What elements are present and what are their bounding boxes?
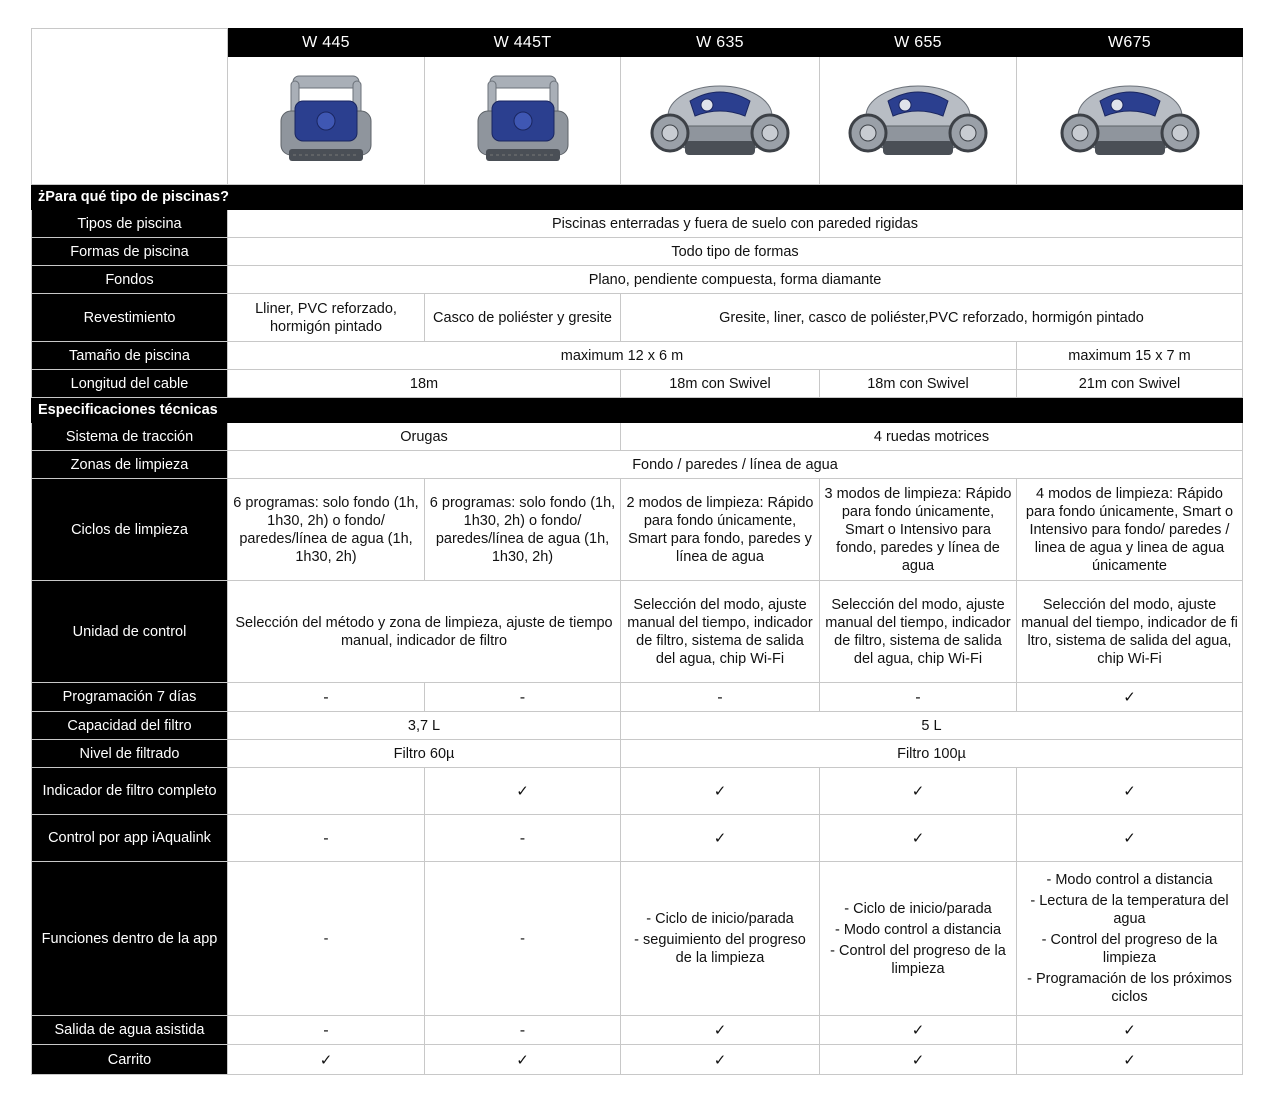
corner-cell (32, 29, 228, 185)
row-value: 3,7 L (228, 712, 621, 740)
table-row (32, 294, 1243, 342)
row-value: 18m con Swivel (621, 370, 820, 398)
feature-list (820, 862, 1017, 1016)
product-image-cell (621, 57, 820, 185)
model-name: W675 (1017, 29, 1243, 57)
table-row (32, 238, 1243, 266)
row-value: Filtro 60µ (228, 740, 621, 768)
table-row (32, 1016, 1243, 1045)
row-value: - (820, 683, 1017, 712)
table-row (32, 581, 1243, 683)
list-item: - seguimiento del progreso de la limpieza (634, 932, 806, 966)
row-value: Lliner, PVC reforzado, hormigón pintado (228, 294, 425, 342)
table-row (32, 479, 1243, 581)
wheeled-robot-image (843, 71, 993, 171)
row-value: Gresite, liner, casco de poliéster,PVC reforzado, hormigón pintado (621, 294, 1243, 342)
row-value: ✓ (1017, 1016, 1243, 1045)
row-value: ✓ (425, 768, 621, 815)
table-row (32, 423, 1243, 451)
model-name: W 655 (820, 29, 1017, 57)
row-label: Sistema de tracción (32, 423, 228, 451)
row-value: maximum 15 x 7 m (1017, 342, 1243, 370)
row-label: Fondos (32, 266, 228, 294)
row-value: 18m con Swivel (820, 370, 1017, 398)
row-label: Longitud del cable (32, 370, 228, 398)
row-value: 6 programas: solo fondo (1h, 1h30, 2h) o fondo/ paredes/línea de agua (1h, 1h30, 2h) (228, 479, 425, 581)
row-label: Programación 7 días (32, 683, 228, 712)
feature-list (621, 862, 820, 1016)
list-item: - Modo control a distancia (834, 921, 1002, 938)
table-row (32, 862, 1243, 1016)
row-value: ✓ (621, 815, 820, 862)
row-value: ✓ (425, 1045, 621, 1075)
row-value: - (425, 1016, 621, 1045)
product-image-cell (1017, 57, 1243, 185)
list-item: - Ciclo de inicio/parada (844, 900, 992, 917)
row-value: ✓ (1017, 768, 1243, 815)
row-label: Capacidad del filtro (32, 712, 228, 740)
row-value: - (425, 815, 621, 862)
row-value: Selección del método y zona de limpieza, ajuste de tiempo manual, indicador de filtro (228, 581, 621, 683)
row-label: Unidad de control (32, 581, 228, 683)
row-value: ✓ (1017, 815, 1243, 862)
row-value: - (228, 862, 425, 1016)
row-label: Control por app iAqualink (32, 815, 228, 862)
row-value: ✓ (621, 768, 820, 815)
row-label: Indicador de filtro completo (32, 768, 228, 815)
row-value: maximum 12 x 6 m (228, 342, 1017, 370)
list-item: - Lectura de la temperatura del agua (1030, 893, 1229, 927)
row-value: Todo tipo de formas (228, 238, 1243, 266)
list-item: - Programación de los próximos ciclos (1027, 971, 1232, 1005)
table-row (32, 451, 1243, 479)
model-name: W 635 (621, 29, 820, 57)
section-header (32, 398, 1243, 423)
row-value: Selección del modo, ajuste manual del tiempo, indicador de filtro, sistema de salida del agua, chip Wi-Fi (621, 581, 820, 683)
table-row (32, 740, 1243, 768)
section-header (32, 185, 1243, 210)
product-image-cell (820, 57, 1017, 185)
table-row (32, 712, 1243, 740)
row-value: Plano, pendiente compuesta, forma diamante (228, 266, 1243, 294)
row-value: 4 ruedas motrices (621, 423, 1243, 451)
section-title: Especificaciones técnicas (32, 398, 1243, 423)
table-row (32, 815, 1243, 862)
row-value: ✓ (621, 1016, 820, 1045)
model-header-row (32, 29, 1243, 57)
row-label: Funciones dentro de la app (32, 862, 228, 1016)
product-image-cell (425, 57, 621, 185)
list-item: - Ciclo de inicio/parada (646, 911, 794, 927)
table-row (32, 1045, 1243, 1075)
row-value: 6 programas: solo fondo (1h, 1h30, 2h) o fondo/ paredes/línea de agua (1h, 1h30, 2h) (425, 479, 621, 581)
row-value: Orugas (228, 423, 621, 451)
row-value: - (228, 683, 425, 712)
model-name: W 445 (228, 29, 425, 57)
row-value: - (425, 862, 621, 1016)
row-label: Carrito (32, 1045, 228, 1075)
row-label: Formas de piscina (32, 238, 228, 266)
list-item: - Modo control a distancia (1046, 872, 1213, 888)
row-value: Selección del modo, ajuste manual del tiempo, indicador de fi ltro, sistema de salida del agua, chip Wi-Fi (1017, 581, 1243, 683)
table-row (32, 768, 1243, 815)
row-label: Nivel de filtrado (32, 740, 228, 768)
table-row (32, 266, 1243, 294)
table-row (32, 370, 1243, 398)
row-value: Selección del modo, ajuste manual del tiempo, indicador de filtro, sistema de salida del agua, chip Wi-Fi (820, 581, 1017, 683)
list-item: - Control del progreso de la limpieza (1041, 932, 1218, 966)
row-value: Casco de poliéster y gresite (425, 294, 621, 342)
feature-list (1017, 862, 1243, 1016)
table-row (32, 683, 1243, 712)
row-value: ✓ (820, 815, 1017, 862)
row-value: 21m con Swivel (1017, 370, 1243, 398)
row-value: ✓ (820, 1045, 1017, 1075)
row-value: - (228, 815, 425, 862)
row-label: Ciclos de limpieza (32, 479, 228, 581)
row-value: 2 modos de limpieza: Rápido para fondo únicamente, Smart para fondo, paredes y línea de agua (621, 479, 820, 581)
table-row (32, 342, 1243, 370)
model-name: W 445T (425, 29, 621, 57)
row-value: Filtro 100µ (621, 740, 1243, 768)
row-value: ✓ (820, 1016, 1017, 1045)
row-label: Salida de agua asistida (32, 1016, 228, 1045)
tracked-robot-image (271, 71, 381, 171)
list-item: - Control del progreso de la limpieza (830, 942, 1006, 977)
product-image-cell (228, 57, 425, 185)
row-value: ✓ (1017, 1045, 1243, 1075)
comparison-table (31, 28, 1243, 1075)
row-value: ✓ (621, 1045, 820, 1075)
row-value: 3 modos de limpieza: Rápido para fondo únicamente, Smart o Intensivo para fondo, paredes y línea de agua (820, 479, 1017, 581)
row-label: Revestimiento (32, 294, 228, 342)
row-value: 5 L (621, 712, 1243, 740)
row-value: - (425, 683, 621, 712)
row-value: ✓ (820, 768, 1017, 815)
row-value: - (621, 683, 820, 712)
section-title: żPara qué tipo de piscinas? (32, 185, 1243, 210)
row-value (228, 768, 425, 815)
row-value: ✓ (228, 1045, 425, 1075)
table-row (32, 210, 1243, 238)
row-label: Tipos de piscina (32, 210, 228, 238)
row-label: Zonas de limpieza (32, 451, 228, 479)
tracked-robot-image (468, 71, 578, 171)
row-value: - (228, 1016, 425, 1045)
row-value: ✓ (1017, 683, 1243, 712)
wheeled-robot-image (645, 71, 795, 171)
row-value: Fondo / paredes / línea de agua (228, 451, 1243, 479)
row-value: 18m (228, 370, 621, 398)
row-value: 4 modos de limpieza: Rápido para fondo únicamente, Smart o Intensivo para fondo/ paredes / linea de agua y linea de agua únicamente (1017, 479, 1243, 581)
row-label: Tamaño de piscina (32, 342, 228, 370)
row-value: Piscinas enterradas y fuera de suelo con pareded rigidas (228, 210, 1243, 238)
wheeled-robot-image (1055, 71, 1205, 171)
